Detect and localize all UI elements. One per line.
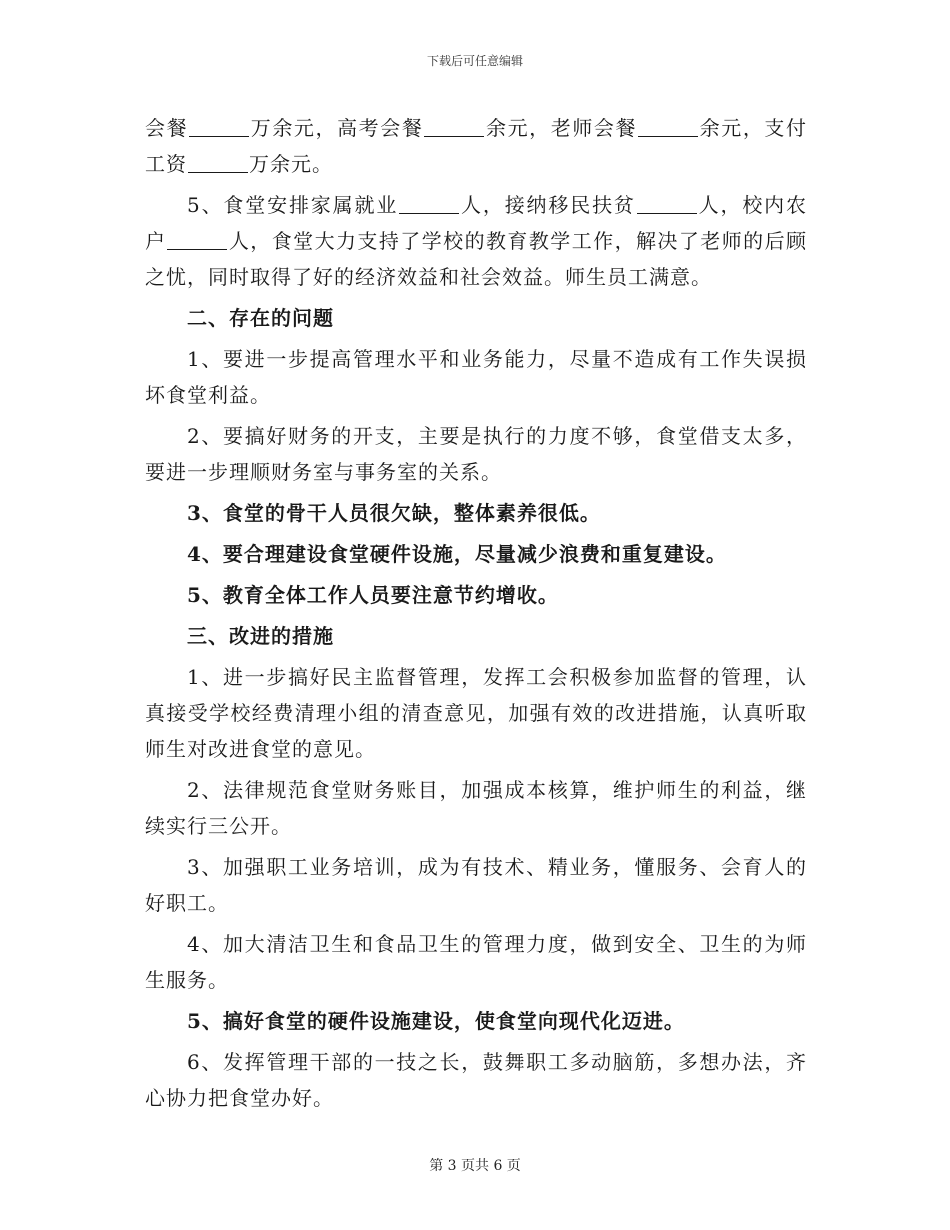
fill-blank	[638, 116, 698, 137]
text-segment: 人，校内农户	[145, 193, 808, 253]
problem-item: 2、要搞好财务的开支，主要是执行的力度不够，食堂借支太多，要进一步理顺财务室与事务室的关系。	[145, 424, 807, 484]
paragraph-employment	[145, 187, 807, 295]
measure-item: 2、法律规范食堂财务账目，加强成本核算，维护师生的利益，继续实行三公开。	[145, 778, 807, 838]
fill-blank	[637, 193, 697, 214]
text-segment: 万余元。	[249, 152, 333, 176]
text-segment: 人，食堂大力支持了学校的教育教学工作，解决了老师的后顾之忧，同时取得了好的经济效益和社会效益。师生员工满意。	[145, 229, 808, 289]
paragraph-banquet-expenses	[145, 110, 807, 182]
section-heading-measures: 三、改进的措施	[187, 624, 334, 648]
text-segment: 余元，老师会餐	[485, 116, 638, 140]
page-header: 下载后可任意编辑	[426, 54, 523, 68]
fill-blank	[399, 193, 459, 214]
problem-item: 1、要进一步提高管理水平和业务能力，尽量不造成有工作失误损坏食堂利益。	[145, 347, 807, 407]
measure-item: 6、发挥管理干部的一技之长，鼓舞职工多动脑筋，多想办法，齐心协力把食堂办好。	[145, 1050, 807, 1110]
text-segment: 人，接纳移民扶贫	[460, 193, 636, 217]
measure-item: 3、加强职工业务培训，成为有技术、精业务，懂服务、会育人的好职工。	[145, 855, 807, 915]
document-body	[145, 110, 807, 1121]
text-segment: 万余元，高考会餐	[250, 116, 424, 140]
measure-item: 1、进一步搞好民主监督管理，发挥工会积极参加监督的管理，认真接受学校经费清理小组的清查意见，加强有效的改进措施，认真听取师生对改进食堂的意见。	[145, 665, 807, 761]
fill-blank	[188, 152, 248, 173]
page-number-footer: 第 3 页共 6 页	[429, 1158, 521, 1174]
text-segment: 5、食堂安排家属就业	[187, 193, 399, 217]
measure-item: 4、加大清洁卫生和食品卫生的管理力度，做到安全、卫生的为师生服务。	[145, 932, 807, 992]
problem-item: 5、教育全体工作人员要注意节约增收。	[187, 583, 559, 607]
problem-item: 3、食堂的骨干人员很欠缺，整体素养很低。	[187, 501, 601, 525]
fill-blank	[189, 116, 249, 137]
problem-item: 4、要合理建设食堂硬件设施，尽量减少浪费和重复建设。	[187, 542, 727, 566]
section-heading-problems: 二、存在的问题	[187, 306, 334, 330]
text-segment: 余元，支付工资	[145, 116, 808, 176]
text-segment: 会餐	[145, 116, 189, 140]
fill-blank	[167, 229, 227, 250]
measure-item: 5、搞好食堂的硬件设施建设，使食堂向现代化迈进。	[187, 1009, 685, 1033]
fill-blank	[424, 116, 484, 137]
